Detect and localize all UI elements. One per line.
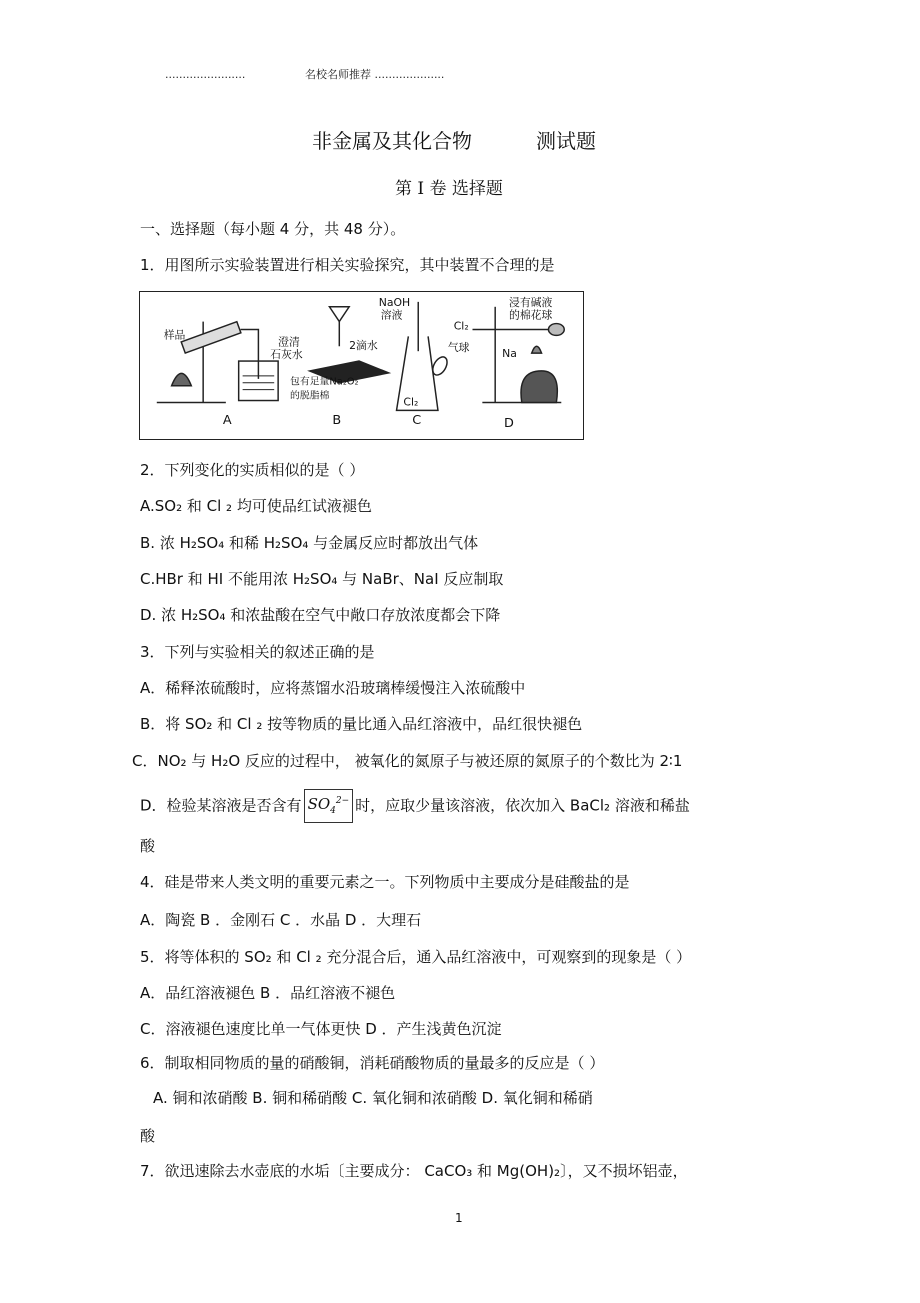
burner-a [172,373,192,385]
label-naoh-1: NaOH [378,295,411,309]
label-cotton-1: 浸有碱液 [508,295,553,309]
label-sample: 样品 [163,328,186,342]
label-na2o2-1: 包有足量Na₂O₂ [289,376,359,388]
label-a: A [222,413,232,429]
label-lime-2: 石灰水 [270,348,303,362]
dropper-b [329,307,349,322]
sulfate-sub: 4 [330,806,336,816]
q5-options-ab: A．品红溶液褪色 B ．品红溶液不褪色 [140,984,396,1002]
q3-option-b: B．将 SO₂ 和 Cl ₂ 按等物质的量比通入品红溶液中，品红很快褪色 [140,715,583,733]
section-title: 第 I 卷 选择题 [395,179,503,199]
label-na: Na [502,347,517,361]
q4-options: A．陶瓷 B ．金刚石 C ．水晶 D ．大理石 [140,911,422,929]
label-d: D [504,416,514,432]
label-cl2-d: Cl₂ [453,319,469,333]
question-1: 1．用图所示实验装置进行相关实验探究，其中装置不合理的是 [140,256,555,274]
question-7: 7．欲迅速除去水壶底的水垢〔主要成分： CaCO₃ 和 Mg(OH)₂〕，又不损坏铝壶， [140,1162,688,1180]
page-title: 非金属及其化合物 [312,129,472,153]
header-dots: ....................... [165,68,246,81]
q6-options: A. 铜和浓硝酸 B. 铜和稀硝酸 C. 氧化铜和浓硝酸 D. 氧化铜和稀硝 [153,1089,593,1107]
question-5: 5．将等体积的 SO₂ 和 Cl ₂ 充分混合后，通入品红溶液中，可观察到的现象是（ ） [140,948,692,966]
question-6: 6．制取相同物质的量的硝酸铜，消耗硝酸物质的量最多的反应是（ ） [140,1054,605,1072]
label-balloon: 气球 [447,341,470,355]
label-c: C [412,413,422,429]
header-recommend: 名校名师推荐 .................... [305,68,445,81]
label-cotton-2: 的棉花球 [508,308,553,322]
instruction-line: 一、选择题（每小题 4 分，共 48 分）。 [140,220,406,238]
label-cl2-c: Cl₂ [403,395,419,409]
q3-option-d-cont: 酸 [140,837,156,855]
label-lime-1: 澄清 [278,335,300,349]
label-na2o2-2: 的脱脂棉 [289,390,330,402]
q3-option-d-text-1: D．检验某溶液是否含有 [140,796,302,815]
q3-option-a: A．稀释浓硫酸时，应将蒸馏水沿玻璃棒缓慢注入浓硫酸中 [140,679,526,697]
q6-options-cont: 酸 [140,1127,156,1145]
page-title-suffix: 测试题 [536,129,596,153]
cotton-ball-d [548,324,564,336]
sulfate-charge: 2− [335,796,350,806]
question-3: 3．下列与实验相关的叙述正确的是 [140,643,375,661]
label-naoh-2: 溶液 [380,308,403,322]
question-2: 2．下列变化的实质相似的是（ ） [140,461,365,479]
page-number: 1 [455,1211,463,1225]
q5-options-cd: C．溶液褪色速度比单一气体更快 D ．产生浅黄色沉淀 [140,1020,502,1038]
q2-option-d: D. 浓 H₂SO₄ 和浓盐酸在空气中敞口存放浓度都会下降 [140,606,501,624]
q3-option-d-text-2: 时，应取少量该溶液，依次加入 BaCl₂ 溶液和稀盐 [355,796,690,815]
apparatus-diagram [140,292,583,439]
label-b: B [332,413,342,429]
apparatus-figure [139,291,584,440]
q2-option-c: C.HBr 和 HI 不能用浓 H₂SO₄ 与 NaBr、NaI 反应制取 [140,570,504,588]
question-4: 4．硅是带来人类文明的重要元素之一。下列物质中主要成分是硅酸盐的是 [140,873,630,891]
q2-option-b: B. 浓 H₂SO₄ 和稀 H₂SO₄ 与金属反应时都放出气体 [140,534,479,552]
q3-option-c: C．NO₂ 与 H₂O 反应的过程中， 被氧化的氮原子与被还原的氮原子的个数比为 2∶1 [132,752,683,770]
sulfate-ion-formula [304,789,354,823]
q2-option-a: A.SO₂ 和 Cl ₂ 均可使品红试液褪色 [140,497,372,515]
burner-d [521,371,557,403]
test-tube-a [181,322,241,353]
delivery-tube-a [241,329,259,378]
q3-option-d [140,789,690,823]
sulfate-base: SO [307,795,331,813]
label-drops: 2滴水 [349,339,378,353]
